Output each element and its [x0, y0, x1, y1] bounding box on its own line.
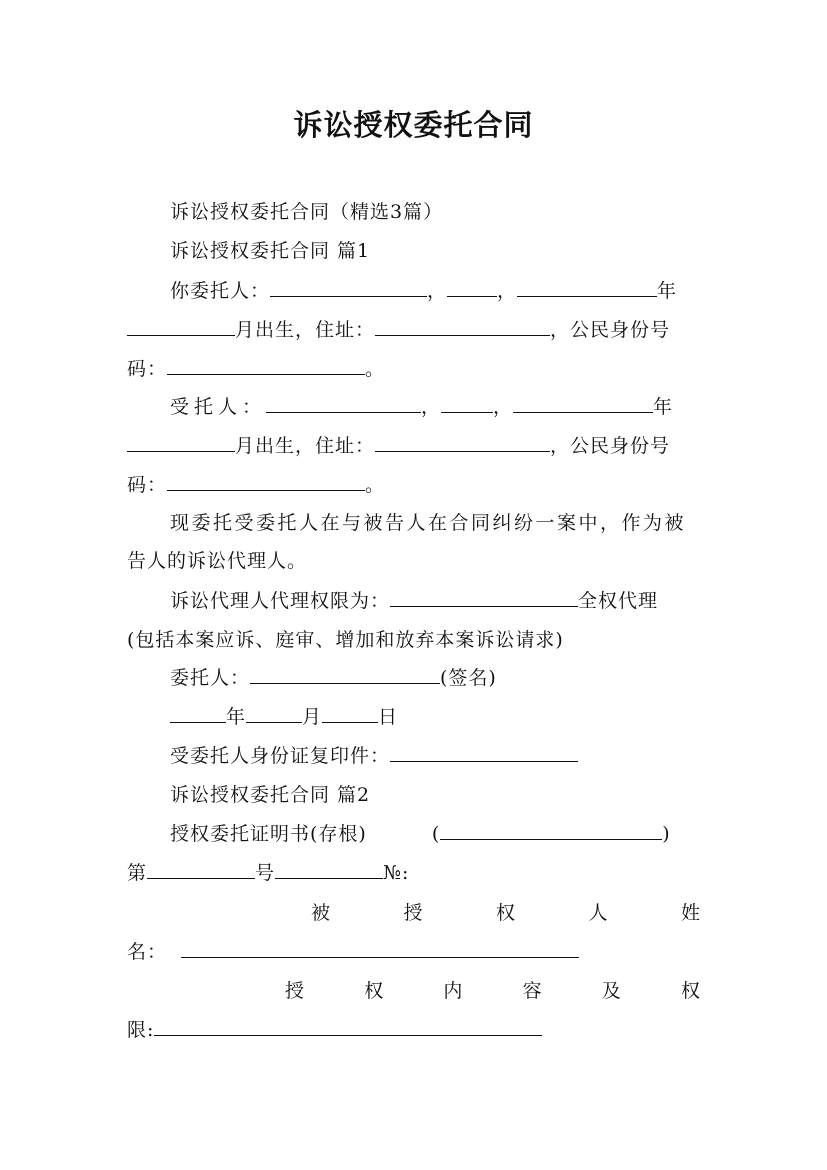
spread-char: 人 — [588, 902, 609, 924]
scope-tail: 限: — [127, 1019, 155, 1041]
spread-char: 授 — [403, 902, 424, 924]
comma: ， — [427, 280, 448, 302]
cert-open-paren: ( — [431, 823, 441, 845]
spread-char: 授 — [285, 980, 306, 1002]
principal-label: 你委托人： — [170, 280, 271, 302]
agent-line-3 — [127, 473, 701, 497]
authority-label: 诉讼代理人代理权限为： — [170, 590, 391, 612]
principal-address-blank — [375, 318, 550, 336]
authority-blank — [390, 589, 578, 607]
agent-year-blank — [513, 395, 653, 413]
comma: ， — [497, 280, 518, 302]
grantor-name-spread — [311, 901, 701, 925]
part1-heading: 诉讼授权委托合同 篇1 — [170, 240, 371, 262]
cert-label: 授权委托证明书(存根) — [170, 823, 367, 845]
entrust-paragraph-line-1: 现委托受委托人在与被告人在合同纠纷一案中，作为被 — [170, 512, 687, 534]
sign-blank — [250, 666, 440, 684]
agent-gender-blank — [441, 395, 493, 413]
spread-char: 内 — [443, 980, 464, 1002]
principal-month-blank — [127, 318, 235, 336]
name-tail: 名： — [127, 941, 168, 963]
spread-char: 权 — [364, 980, 385, 1002]
principal-line-3 — [127, 357, 701, 381]
grantor-name-blank — [181, 940, 579, 958]
code-label: 码： — [127, 474, 168, 496]
spread-char: 权 — [680, 980, 701, 1002]
spread-char: 被 — [311, 902, 332, 924]
no-blank-2 — [275, 861, 383, 879]
no-mid: 号 — [255, 862, 276, 884]
comma: ， — [421, 396, 442, 418]
principal-id-blank — [167, 357, 365, 375]
part2-heading: 诉讼授权委托合同 篇2 — [170, 784, 371, 806]
principal-year-blank — [517, 279, 657, 297]
authority-full: 全权代理 — [578, 590, 659, 612]
year-label: 年 — [657, 280, 678, 302]
principal-name-blank — [270, 279, 427, 297]
sign-line — [170, 666, 701, 690]
period: 。 — [365, 474, 386, 496]
date-month-blank — [246, 705, 302, 723]
sign-suffix: (签名) — [440, 667, 497, 689]
spread-char: 姓 — [680, 902, 701, 924]
principal-line-1 — [170, 279, 701, 303]
date-line — [170, 705, 701, 729]
born-label: 月出生，住址： — [235, 319, 376, 341]
year-label: 年 — [653, 396, 674, 418]
agent-line-2 — [127, 434, 701, 458]
subtitle: 诉讼授权委托合同（精选3篇） — [170, 201, 444, 223]
scope-blank — [154, 1018, 542, 1036]
code-label: 码： — [127, 358, 168, 380]
idcopy-label: 受委托人身份证复印件： — [170, 745, 391, 767]
no-prefix: 第 — [127, 862, 148, 884]
agent-id-blank — [167, 473, 365, 491]
cert-line — [170, 822, 701, 846]
document-title: 诉讼授权委托合同 — [293, 108, 534, 142]
spread-char: 及 — [601, 980, 622, 1002]
no-suffix: №: — [383, 862, 410, 884]
no-blank-1 — [147, 861, 255, 879]
date-day-label: 日 — [378, 706, 399, 728]
idcopy-line — [170, 744, 701, 768]
date-day-blank — [322, 705, 378, 723]
agent-line-1 — [170, 395, 701, 419]
authority-detail: (包括本案应诉、庭审、增加和放弃本案诉讼请求) — [127, 629, 564, 651]
agent-month-blank — [127, 434, 235, 452]
cert-close-paren: ) — [662, 823, 671, 845]
spread-char: 权 — [495, 902, 516, 924]
cert-blank — [440, 822, 662, 840]
date-year-label: 年 — [226, 706, 247, 728]
scope-line — [127, 1018, 701, 1042]
idcopy-blank — [390, 744, 578, 762]
entrust-paragraph-line-2: 告人的诉讼代理人。 — [127, 550, 308, 572]
agent-address-blank — [375, 434, 550, 452]
principal-line-2 — [127, 318, 701, 342]
comma: ， — [493, 396, 514, 418]
born-label: 月出生，住址： — [235, 435, 376, 457]
agent-name-blank — [266, 395, 421, 413]
scope-spread — [285, 979, 701, 1003]
date-year-blank — [170, 705, 226, 723]
grantor-name-line — [127, 940, 701, 964]
period: 。 — [365, 358, 386, 380]
spread-char: 容 — [522, 980, 543, 1002]
agent-label: 受托人： — [170, 396, 267, 418]
authority-line — [170, 589, 701, 613]
date-month-label: 月 — [302, 706, 323, 728]
idcard-label: ，公民身份号 — [550, 435, 671, 457]
principal-gender-blank — [447, 279, 497, 297]
idcard-label: ，公民身份号 — [550, 319, 671, 341]
number-line — [127, 861, 701, 885]
sign-label: 委托人： — [170, 667, 251, 689]
